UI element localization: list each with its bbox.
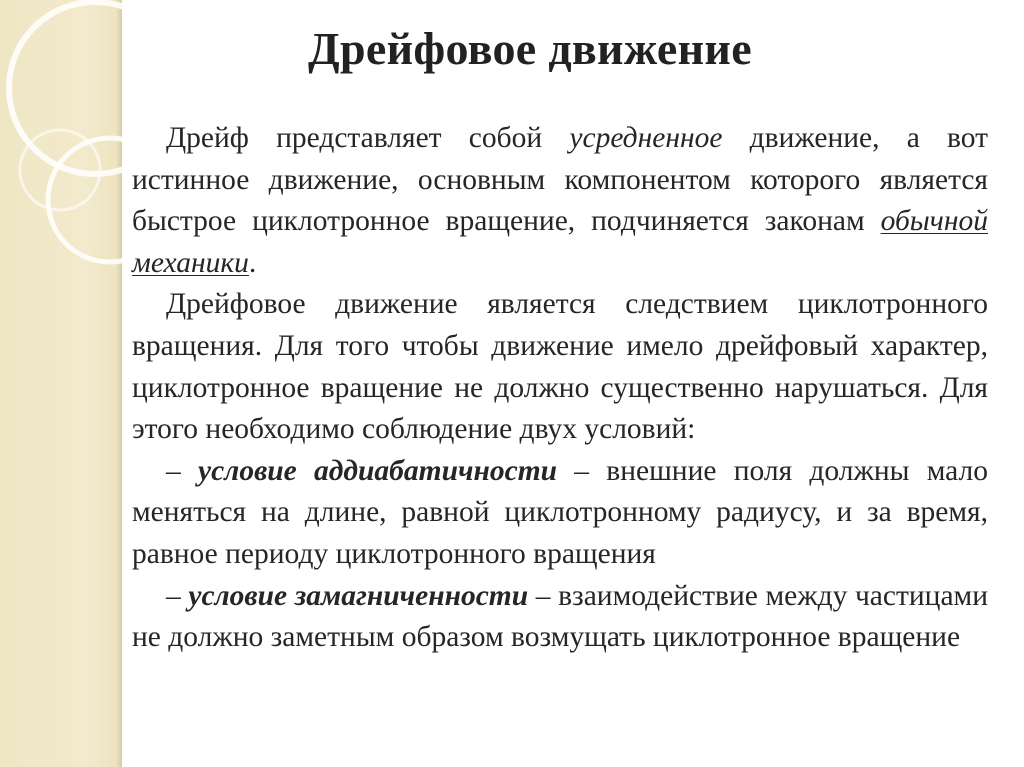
condition-dash: – <box>166 454 198 487</box>
condition-magnetized <box>132 576 988 659</box>
slide-title: Дрейфовое движение <box>308 23 752 74</box>
condition-text: – внешние поля должны мало меняться на длине, равной циклотронному радиусу, и за время, равное периоду циклотронного вращения <box>132 454 988 570</box>
link-ordinary-mechanics[interactable]: обычной механики <box>132 205 988 279</box>
slide-body <box>132 118 988 659</box>
text-segment: . <box>248 246 257 279</box>
text-segment: Дрейф представляет собой <box>166 122 570 154</box>
italic-term: усредненное <box>569 122 723 154</box>
condition-text: – взаимодействие между частицами не должно заметным образом возмущать циклотронное вращение <box>132 579 988 654</box>
paragraph-drift-definition <box>132 118 988 284</box>
paragraph-drift-consequence: Дрейфовое движение является следствием циклотронного вращения. Для того чтобы движение имело дрейфовый характер, циклотронное вращение не должно существенно нарушаться. Для этого необходимо соблюдение двух условий: <box>132 288 988 446</box>
condition-adiabatic <box>132 451 988 576</box>
condition-dash: – <box>166 579 189 612</box>
text-segment: движение, а вот истинное движение, основным компонентом которого является быстрое циклотронное вращение, подчиняется законам <box>132 122 988 238</box>
condition-term: условие замагниченности <box>188 579 529 612</box>
condition-term: условие аддиабатичности <box>198 454 558 487</box>
